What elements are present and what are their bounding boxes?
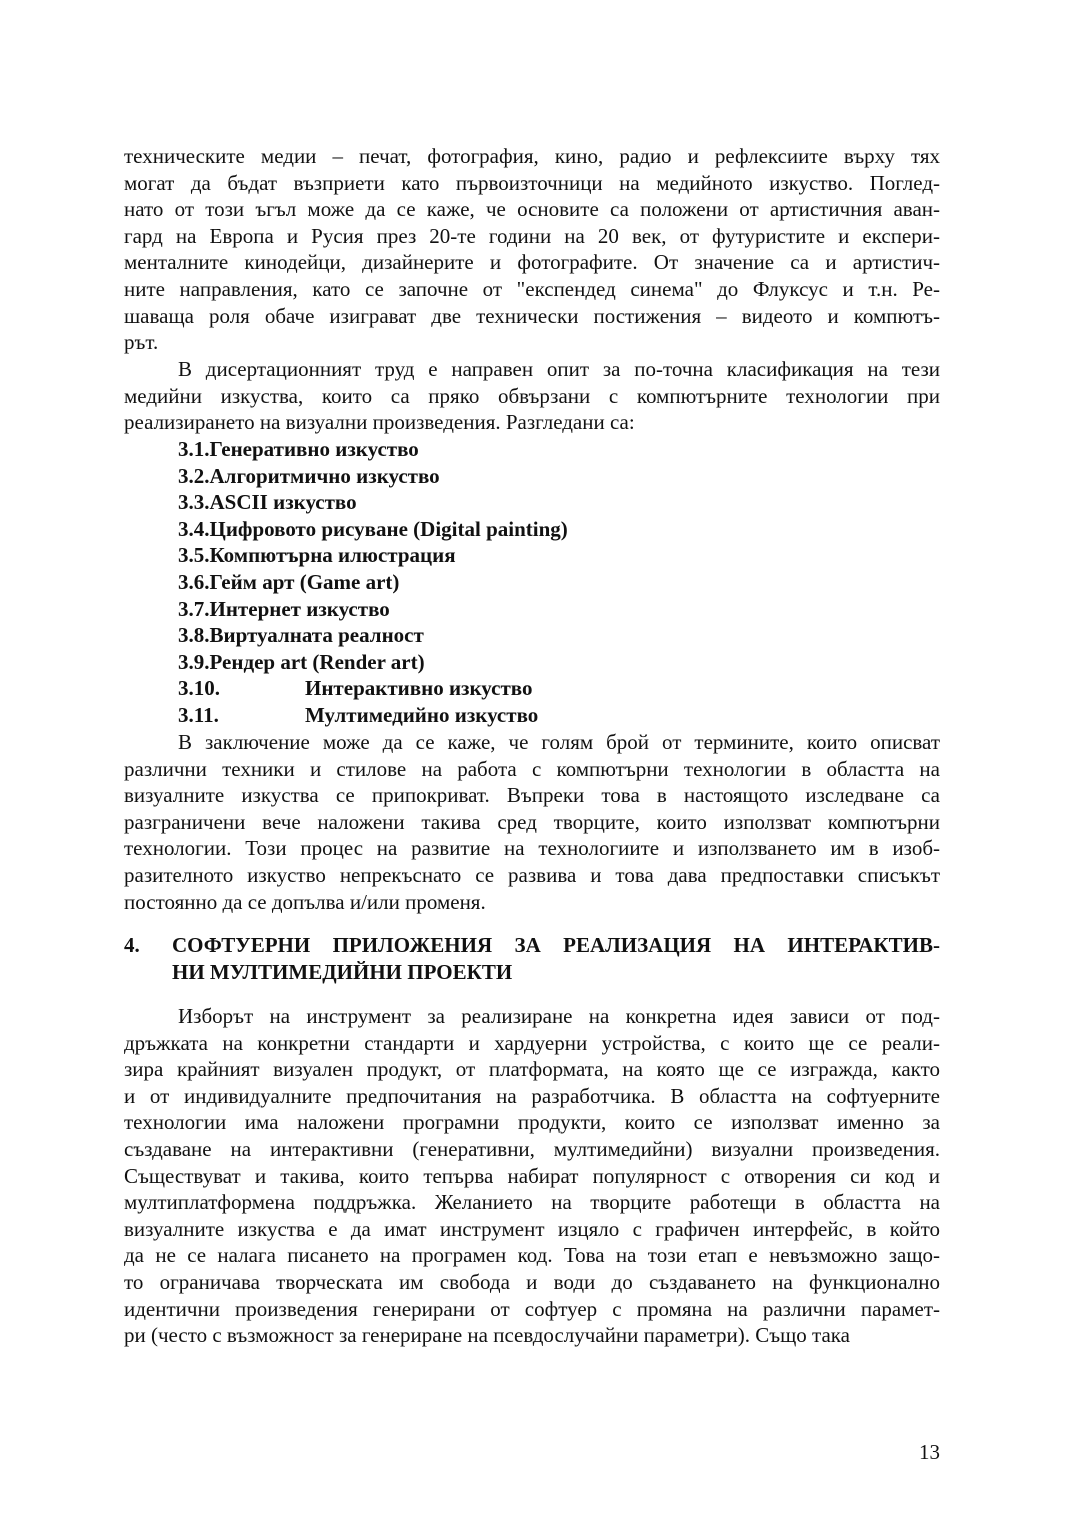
list-item-label: ASCII изкуство: [209, 490, 357, 515]
list-item-label: Интерактивно изкуство: [305, 676, 533, 701]
text-line: ри (често с възможност за генериране на псевдослучайни параметри). Също така: [124, 1323, 851, 1348]
list-item: [124, 675, 940, 702]
text-line: Изборът на инструмент за реализиране на конкретна идея зависи от под-: [178, 1004, 940, 1028]
heading-line: НИ МУЛТИМЕДИЙНИ ПРОЕКТИ: [172, 959, 513, 984]
text-line: и от индивидуалните предпочитания на разработчика. В областта на софтуерните: [124, 1083, 940, 1108]
list-item-label: Интернет изкуство: [209, 596, 390, 621]
text-line: технологии. Този процес на развитие на технологиите и използването им в изоб-: [124, 836, 940, 861]
list-item: [124, 569, 940, 596]
list-item-label: Мултимедийно изкуство: [305, 702, 539, 727]
list-item: [124, 489, 940, 516]
text-line: визуалните изкуства се припокриват. Въпреки това в настоящото изследване са: [124, 783, 940, 808]
page-number: 13: [919, 1440, 940, 1464]
list-item-label: Алгоритмично изкуство: [209, 463, 440, 488]
text-line: разграничени вече наложени такива сред творците, които използват компютърни: [124, 809, 940, 834]
list-item-number: 3.7.: [178, 596, 210, 621]
list-item-label: Цифровото рисуване (Digital painting): [209, 516, 568, 541]
text-line: дръжката на конкретни стандарти и хардуерни устройства, с които ще се реали-: [124, 1030, 940, 1055]
text-line: да не се налага писането на програмен код. Това на този етап е невъзможно защо-: [124, 1243, 940, 1268]
heading-line: СОФТУЕРНИ ПРИЛОЖЕНИЯ ЗА РЕАЛИЗАЦИЯ НА ИНТЕРАКТИВ-: [172, 933, 940, 957]
list-item: [124, 463, 940, 490]
text-line: то ограничава творческата им свобода и води до създаването на функционално: [124, 1269, 940, 1294]
list-item-number: 3.5.: [178, 543, 210, 568]
list-item-number: 3.9.: [178, 649, 210, 674]
list-item: [124, 702, 940, 729]
text-line: шаваща роля обаче изиграват две технически постижения – видеото и компютъ-: [124, 303, 940, 328]
list-item-number: 3.3.: [178, 490, 210, 515]
text-line: постоянно да се допълва и/или променя.: [124, 889, 486, 914]
text-line: В дисертационният труд е направен опит за по-точна класификация на тези: [178, 357, 940, 381]
list-item-label: Компютърна илюстрация: [209, 543, 456, 568]
section-heading: [124, 932, 940, 985]
heading-number: 4.: [124, 933, 140, 957]
list-item-number: 3.8.: [178, 623, 210, 648]
list-item-label: Гейм арт (Game art): [209, 569, 400, 594]
list-item: [124, 649, 940, 676]
text-line: рът.: [124, 330, 159, 355]
text-line: гард на Европа и Русия през 20-те години на 20 век, от футуристите и експери-: [124, 223, 940, 248]
text-line: нато от този ъгъл може да се каже, че основите са положени от артистичния аван-: [124, 197, 940, 222]
paragraph-1: [124, 143, 940, 356]
text-line: технологии има наложени програмни продукти, които се използват именно за: [124, 1110, 940, 1135]
list-item: [124, 436, 940, 463]
paragraph-4: [124, 1003, 940, 1349]
paragraph-3: [124, 729, 940, 915]
text-line: идентични произведения генерирани от софтуер с промяна на различни парамет-: [124, 1296, 940, 1321]
list-item: [124, 542, 940, 569]
list-item-number: 3.4.: [178, 516, 210, 541]
list-item-label: Генеративно изкуство: [209, 437, 419, 461]
text-line: създаване на интерактивни (генеративни, мултимедийни) визуални произведения.: [124, 1136, 940, 1161]
text-line: техническите медии – печат, фотография, кино, радио и рефлексиите върху тях: [124, 144, 940, 168]
text-line: медийни изкуства, които са пряко обвързани с компютърните технологии при: [124, 383, 940, 408]
list-item: [124, 516, 940, 543]
list-item-number: 3.11.: [178, 702, 219, 727]
text-line: разителното изкуство непрекъснато се развива и това дава предпоставки списъкът: [124, 862, 940, 887]
section-list: [124, 436, 940, 729]
list-item-label: Рендер art (Render art): [209, 649, 425, 674]
text-line: могат да бъдат възприети като първоизточници на медийното изкуство. Поглед-: [124, 170, 940, 195]
list-item: [124, 622, 940, 649]
text-line: зира крайният визуален продукт, от платформата, на която ще се изгражда, както: [124, 1057, 940, 1082]
list-item-number: 3.1.: [178, 437, 210, 461]
list-item-number: 3.2.: [178, 463, 210, 488]
text-line: менталните кинодейци, дизайнерите и фотографите. От значение са и артистич-: [124, 250, 940, 275]
text-line: В заключение може да се каже, че голям брой от термините, които описват: [178, 730, 940, 754]
list-item: [124, 596, 940, 623]
text-line: Съществуват и такива, които тепърва набират популярност с отворения си код и: [124, 1163, 940, 1188]
text-line: ните направления, като се започне от "експендед синема" до Флуксус и т.н. Ре-: [124, 276, 940, 301]
paragraph-2: [124, 356, 940, 436]
list-item-number: 3.10.: [178, 676, 220, 701]
list-item-label: Виртуалната реалност: [209, 623, 424, 648]
list-item-number: 3.6.: [178, 569, 210, 594]
text-line: различни техники и стилове на работа с компютърни технологии в областта на: [124, 756, 940, 781]
text-line: мултиплатформена поддръжка. Желанието на творците работещи в областта на: [124, 1190, 940, 1215]
text-line: визуалните изкуства е да имат инструмент изцяло с графичен интерфейс, в който: [124, 1216, 940, 1241]
text-line: реализирането на визуални произведения. Разгледани са:: [124, 410, 635, 435]
